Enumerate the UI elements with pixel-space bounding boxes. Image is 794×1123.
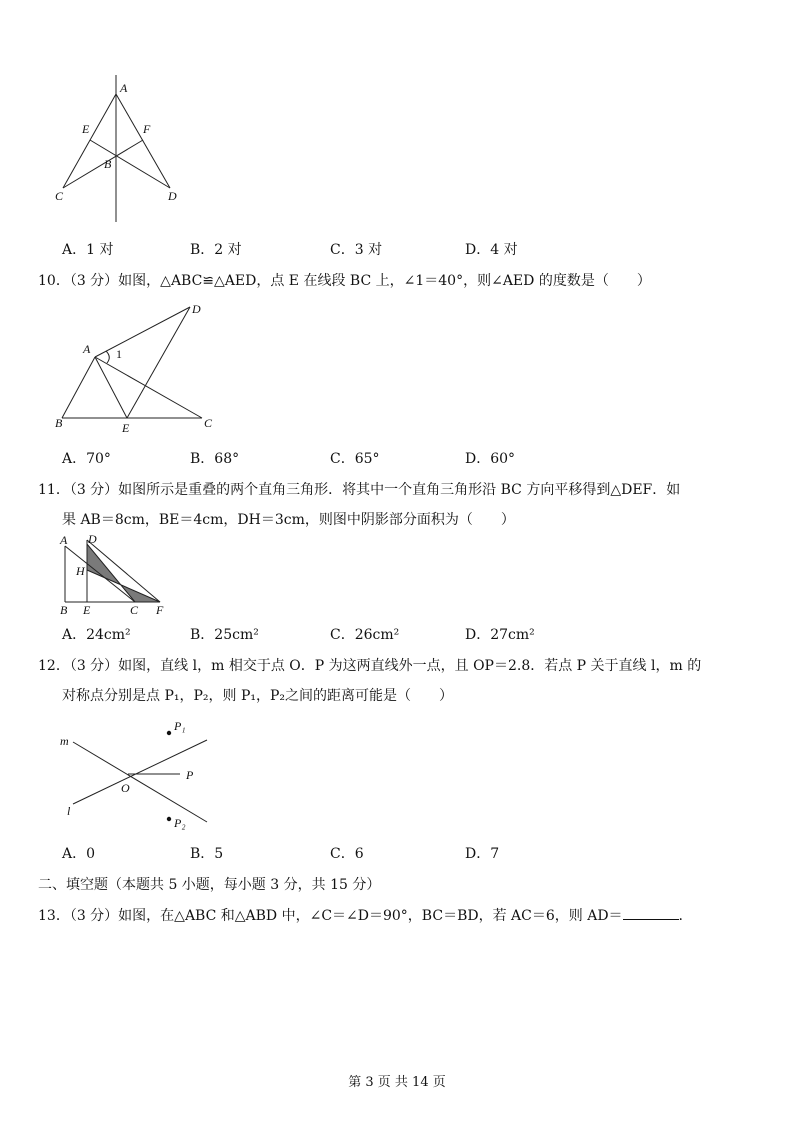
q10-option-b: B．68° <box>190 451 240 467</box>
q9-option-c: C．3 对 <box>330 242 383 258</box>
q13-text <box>38 905 683 925</box>
fig10-label-d: D <box>192 302 201 316</box>
page-footer: 第 3 页 共 14 页 <box>348 1075 446 1090</box>
fig9-label-b: B <box>104 157 112 171</box>
q12-text-line1: 12．（3 分）如图，直线 l，m 相交于点 O．P 为这两直线外一点，且 OP＝2.8．若点 P 关于直线 l，m 的 <box>38 658 702 674</box>
q12-option-c: C．6 <box>330 846 364 862</box>
fig9-label-f: F <box>143 122 151 136</box>
fig11-label-e: E <box>83 603 91 617</box>
q9-figure <box>50 70 200 230</box>
q13-question: 13．（3 分）如图，在△ABC 和△ABD 中，∠C＝∠D＝90°，BC＝BD，若 AC＝6，则 AD＝ <box>38 908 623 924</box>
q9-option-b: B．2 对 <box>190 242 242 258</box>
q11-option-c: C．26cm² <box>330 627 400 643</box>
fig11-label-d: D <box>88 532 97 546</box>
fig10-label-a: A <box>83 342 91 356</box>
fig11-label-h: H <box>76 564 85 578</box>
q11-option-b: B．25cm² <box>190 627 259 643</box>
q11-figure <box>55 532 175 622</box>
fig12-label-m: m <box>60 734 69 748</box>
fig9-label-c: C <box>55 189 64 203</box>
fig9-label-a: A <box>120 81 128 95</box>
q12-figure <box>55 712 235 837</box>
fig11-label-c: C <box>130 603 139 617</box>
q10-text: 10．（3 分）如图，△ABC≌△AED，点 E 在线段 BC 上，∠1＝40°，则∠AED 的度数是（ ） <box>38 273 651 289</box>
q12-text-line2: 对称点分别是点 P₁，P₂，则 P₁，P₂之间的距离可能是（ ） <box>62 688 454 704</box>
q13-end-mark: . <box>678 908 683 924</box>
q12-option-d: D．7 <box>465 846 500 862</box>
fig10-label-e: E <box>122 421 130 435</box>
fig9-label-d: D <box>168 189 177 203</box>
fig11-label-f: F <box>156 603 164 617</box>
q10-option-d: D．60° <box>465 451 516 467</box>
fig12-label-p: P <box>186 768 194 782</box>
q11-text-line2: 果 AB＝8cm，BE＝4cm，DH＝3cm，则图中阴影部分面积为（ ） <box>62 512 515 528</box>
q12-option-b: B．5 <box>190 846 224 862</box>
q13-answer-blank[interactable] <box>623 907 679 920</box>
fig11-label-a: A <box>60 533 68 547</box>
q12-option-a: A．0 <box>62 846 96 862</box>
fig10-label-b: B <box>55 416 63 430</box>
fig10-label-c: C <box>204 416 213 430</box>
fig10-label-1: 1 <box>116 347 122 361</box>
fig12-label-p1: P₁ <box>174 719 186 733</box>
section-heading: 二、填空题（本题共 5 小题，每小题 3 分，共 15 分） <box>38 877 381 893</box>
q10-option-c: C．65° <box>330 451 380 467</box>
q11-option-d: D．27cm² <box>465 627 535 643</box>
fig11-label-b: B <box>60 603 68 617</box>
q9-option-d: D．4 对 <box>465 242 518 258</box>
fig9-label-e: E <box>82 122 90 136</box>
q10-option-a: A．70° <box>62 451 111 467</box>
q11-text-line1: 11．（3 分）如图所示是重叠的两个直角三角形．将其中一个直角三角形沿 BC 方向平移得到△DEF．如 <box>38 482 681 498</box>
q11-option-a: A．24cm² <box>62 627 131 643</box>
fig12-label-l: l <box>67 804 71 818</box>
fig12-label-p2: P₂ <box>174 816 186 830</box>
q10-figure <box>50 295 230 435</box>
q9-option-a: A．1 对 <box>62 242 114 258</box>
fig12-label-o: O <box>121 781 130 795</box>
